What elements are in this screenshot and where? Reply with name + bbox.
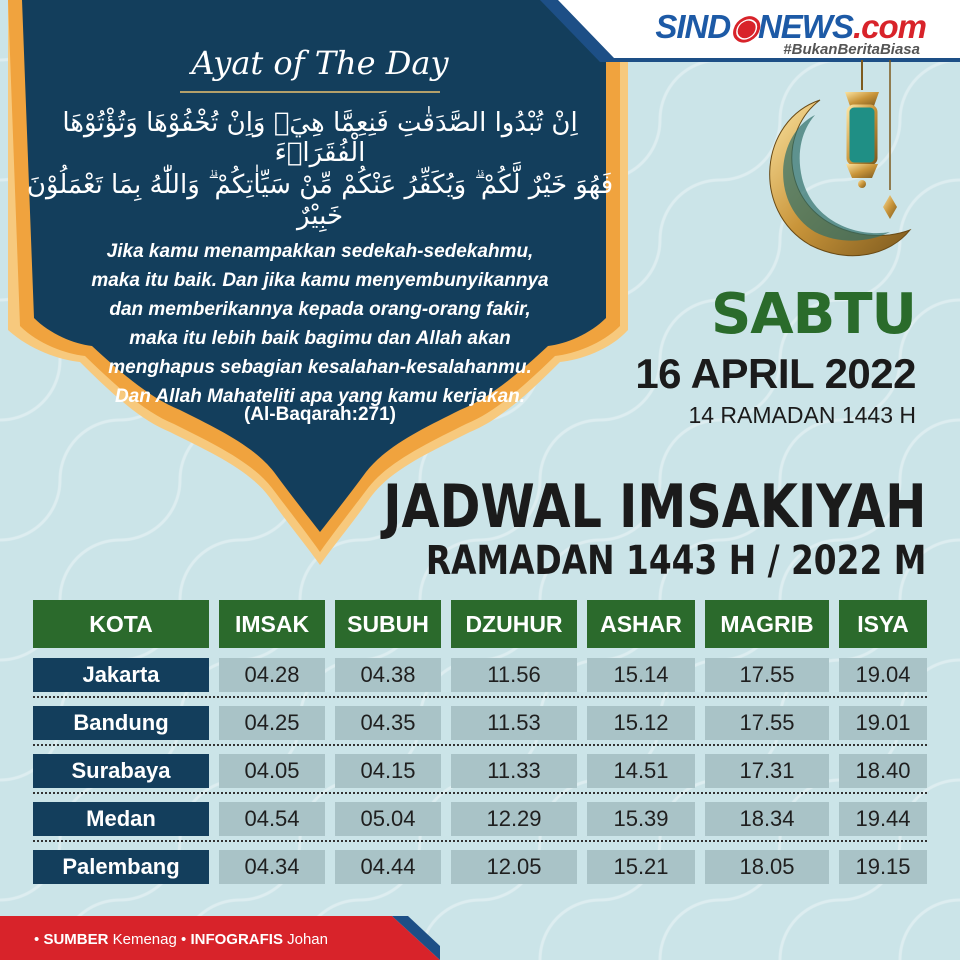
table-row: [33, 844, 927, 892]
time-cell: 04.35: [335, 706, 441, 740]
time-cell: 15.14: [587, 658, 695, 692]
time-cell: 04.28: [219, 658, 325, 692]
ayat-arabic-line-1: اِنْ تُبْدُوا الصَّدَقٰتِ فَنِعِمَّا هِيَۚ وَاِنْ تُخْفُوْهَا وَتُؤْتُوْهَا الْفُقَرَاۤءَ: [62, 108, 578, 168]
time-cell: 15.12: [587, 706, 695, 740]
translation-line: menghapus sebagian kesalahan-kesalahanmu.: [108, 357, 532, 378]
brand-logo: [540, 0, 960, 62]
schedule-title: JADWAL IMSAKIYAH: [382, 472, 926, 542]
city-cell: Bandung: [33, 706, 209, 740]
time-cell: 17.55: [705, 658, 829, 692]
ayat-arabic-line-2: فَهُوَ خَيْرٌ لَّكُمْ ۗ وَيُكَفِّرُ عَنْكُمْ مِّنْ سَيِّاٰتِكُمْ ۗ وَاللّٰهُ بِمَا تَعْمَلُوْنَ خَبِيْرٌ: [26, 170, 614, 231]
city-cell: Jakarta: [33, 658, 209, 692]
time-cell: 18.05: [705, 850, 829, 884]
globe-icon: ◉: [730, 8, 758, 45]
time-cell: 19.44: [839, 802, 927, 836]
city-cell: Palembang: [33, 850, 209, 884]
time-cell: 05.04: [335, 802, 441, 836]
table-row: [33, 700, 927, 748]
translation-line: maka itu baik. Dan jika kamu menyembunyikannya: [91, 270, 549, 291]
infographic-value: Johan: [287, 931, 328, 948]
translation-line: dan memberikannya kepada orang-orang fakir,: [109, 299, 531, 320]
time-cell: 04.15: [335, 754, 441, 788]
time-cell: 11.56: [451, 658, 577, 692]
row-divider: [33, 840, 927, 842]
city-cell: Surabaya: [33, 754, 209, 788]
bullet: •: [181, 931, 187, 948]
table-row: [33, 748, 927, 796]
time-cell: 04.54: [219, 802, 325, 836]
column-header-ashar: ASHAR: [587, 600, 695, 648]
time-cell: 18.34: [705, 802, 829, 836]
brand-tagline: #BukanBeritaBiasa: [783, 41, 920, 58]
time-cell: 11.53: [451, 706, 577, 740]
translation-line: Dan Allah Mahateliti apa yang kamu kerjakan.: [114, 386, 526, 407]
day-name: SABTU: [710, 282, 916, 347]
prayer-schedule-table: [33, 598, 927, 892]
row-divider: [33, 696, 927, 698]
time-cell: 11.33: [451, 754, 577, 788]
column-header-isya: ISYA: [839, 600, 927, 648]
city-cell: Medan: [33, 802, 209, 836]
bullet: •: [34, 931, 40, 948]
row-divider: [33, 744, 927, 746]
ayat-translation: [40, 237, 600, 411]
time-cell: 04.34: [219, 850, 325, 884]
infographic-label: INFOGRAFIS: [190, 931, 283, 948]
column-header-kota: KOTA: [33, 600, 209, 648]
column-header-imsak: IMSAK: [219, 600, 325, 648]
source-label: SUMBER: [43, 931, 109, 948]
table-row: [33, 796, 927, 844]
time-cell: 19.15: [839, 850, 927, 884]
brand-name-part-1: SIND: [655, 8, 731, 45]
time-cell: 19.01: [839, 706, 927, 740]
crescent-moon-lantern-icon: [740, 60, 920, 270]
time-cell: 18.40: [839, 754, 927, 788]
translation-line: maka itu lebih baik bagimu dan Allah akan: [129, 328, 511, 349]
column-header-magrib: MAGRIB: [705, 600, 829, 648]
table-row: [33, 652, 927, 700]
hijri-date: 14 RAMADAN 1443 H: [688, 402, 916, 428]
time-cell: 04.05: [219, 754, 325, 788]
column-header-subuh: SUBUH: [335, 600, 441, 648]
translation-line: Jika kamu menampakkan sedekah-sedekahmu,: [106, 241, 534, 262]
time-cell: 04.25: [219, 706, 325, 740]
time-cell: 17.31: [705, 754, 829, 788]
table-header-row: [33, 598, 927, 652]
schedule-subtitle: RAMADAN 1443 H / 2022 M: [425, 538, 926, 584]
time-cell: 15.21: [587, 850, 695, 884]
time-cell: 12.05: [451, 850, 577, 884]
ayat-title: Ayat of The Day: [191, 44, 449, 82]
time-cell: 04.44: [335, 850, 441, 884]
brand-name-part-3: .com: [852, 8, 926, 45]
brand-name-part-2: NEWS: [757, 8, 853, 45]
time-cell: 14.51: [587, 754, 695, 788]
time-cell: 15.39: [587, 802, 695, 836]
ayat-source: (Al-Baqarah:271): [243, 404, 397, 425]
source-value: Kemenag: [112, 931, 177, 948]
row-divider: [33, 792, 927, 794]
column-header-dzuhur: DZUHUR: [451, 600, 577, 648]
time-cell: 17.55: [705, 706, 829, 740]
time-cell: 04.38: [335, 658, 441, 692]
gregorian-date: 16 APRIL 2022: [635, 350, 916, 397]
time-cell: 19.04: [839, 658, 927, 692]
time-cell: 12.29: [451, 802, 577, 836]
footer-credits: [34, 931, 328, 948]
